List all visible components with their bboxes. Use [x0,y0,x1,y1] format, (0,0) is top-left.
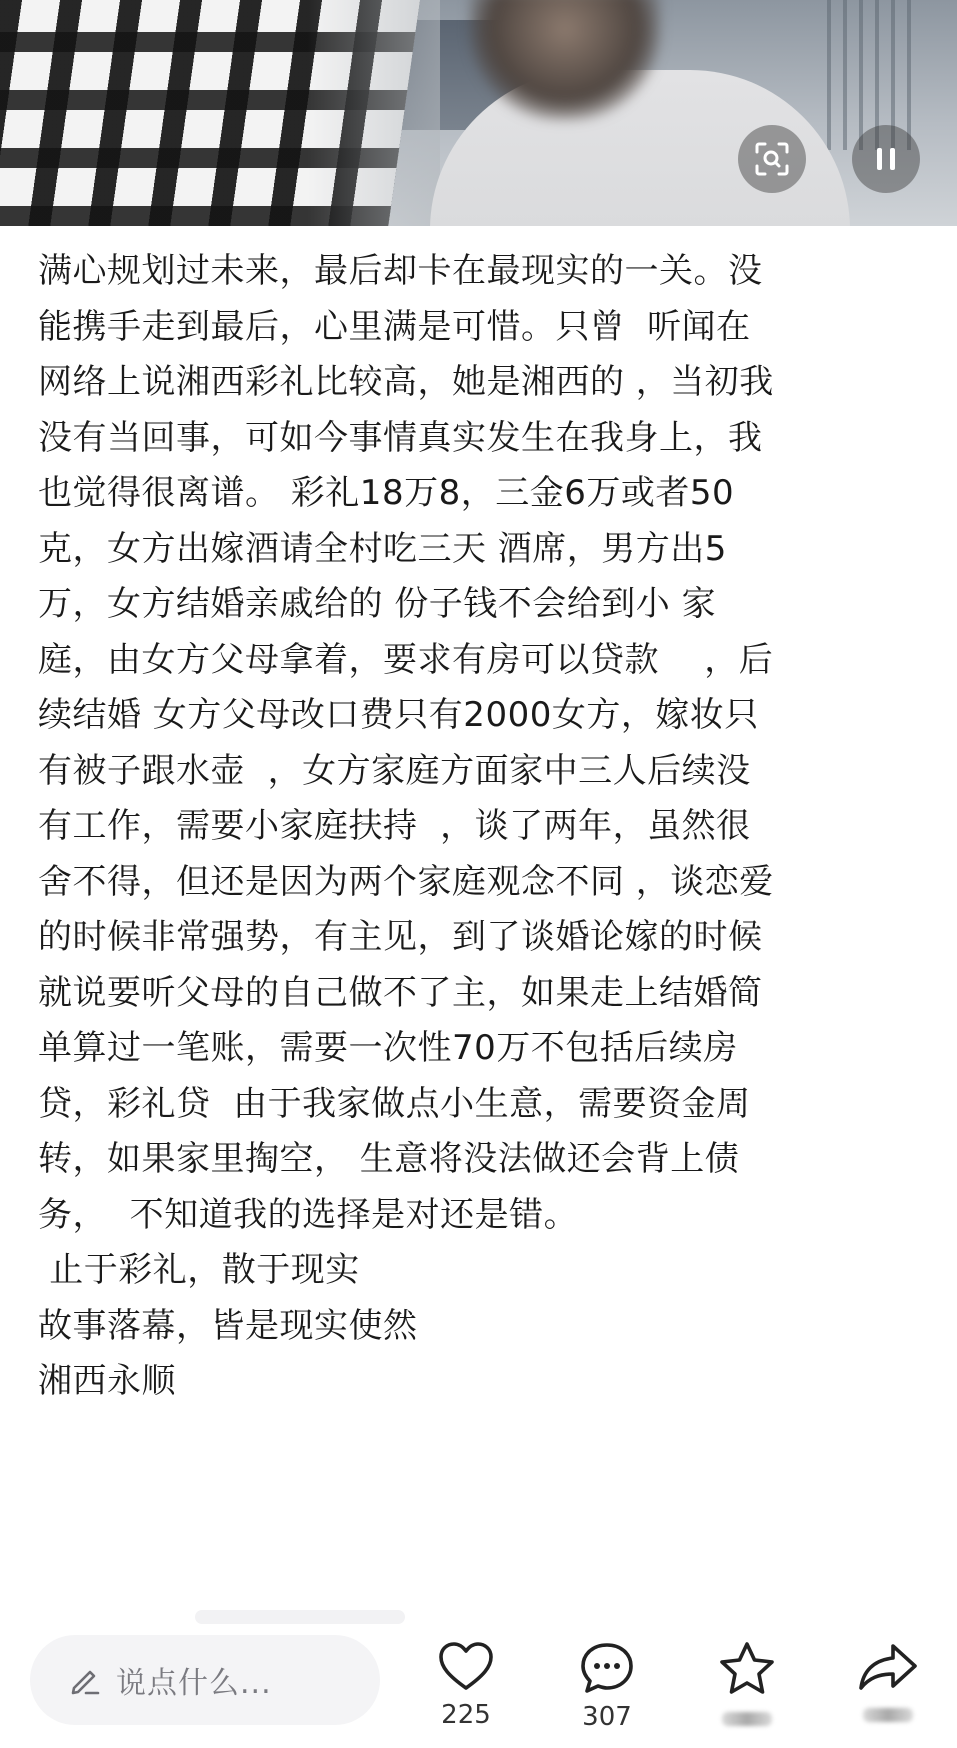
post-line: 满心规划过未来，最后却卡在最现实的一关。没 [38,251,763,291]
post-line: 湘西永顺 [38,1361,176,1401]
share-count-blurred [863,1708,913,1722]
heart-icon [437,1640,495,1694]
post-line: 务， 不知道我的选择是对还是错。 [38,1194,579,1235]
pen-icon [66,1662,102,1698]
favorite-button[interactable] [707,1640,787,1726]
post-line: 转，如果家里掏空， 生意将没法做还会背上债 [38,1139,740,1179]
post-line: 故事落幕，皆是现实使然 [38,1305,418,1346]
post-line: 的时候非常强势，有主见，到了谈婚论嫁的时候 [38,917,763,957]
post-line: 贷，彩礼贷 由于我家做点小生意，需要资金周 [38,1083,751,1124]
post-line: 舍不得，但还是因为两个家庭观念不同 ，谈恋爱 [38,861,774,902]
post-line: 有被子跟水壶 ，女方家庭方面家中三人后续没 [38,750,751,791]
like-count: 225 [441,1700,491,1730]
post-line: 续结婚 女方父母改口费只有2000女方，嫁妆只 [38,695,759,735]
post-line: 没有当回事，可如今事情真实发生在我身上，我 [38,417,763,458]
post-line: 万，女方结婚亲戚给的 份子钱不会给到小 家 [38,584,717,624]
post-line: 也觉得很离谱。 彩礼18万8，三金6万或者50 [38,473,735,513]
post-line: 能携手走到最后，心里满是可惜。只曾 听闻在 [38,306,751,347]
post-body [38,244,918,1410]
video-pause-button[interactable] [852,125,920,193]
faint-divider [195,1610,405,1624]
comment-bubble-icon [578,1640,636,1696]
pause-icon [871,144,901,174]
comment-input[interactable] [30,1635,380,1725]
post-line: 网络上说湘西彩礼比较高，她是湘西的 ，当初我 [38,362,774,402]
comment-button[interactable] [567,1640,647,1732]
post-line: 有工作，需要小家庭扶持 ，谈了两年，虽然很 [38,806,751,846]
post-line: 止于彩礼，散于现实 [38,1250,360,1290]
share-arrow-icon [857,1640,919,1694]
comment-placeholder: 说点什么... [116,1666,272,1701]
post-line: 单算过一笔账，需要一次性70万不包括后续房 [38,1028,738,1068]
share-button[interactable] [848,1640,928,1722]
post-line: 就说要听父母的自己做不了主，如果走上结婚简 [38,972,763,1013]
post-line: 克，女方出嫁酒请全村吃三天 酒席，男方出5 [38,528,727,569]
scan-icon [753,140,791,178]
favorite-count-blurred [722,1712,772,1726]
post-line: 庭，由女方父母拿着，要求有房可以贷款 ，后 [38,639,774,680]
image-scan-button[interactable] [738,125,806,193]
post-photo[interactable] [0,0,957,226]
like-button[interactable] [426,1640,506,1730]
star-icon [717,1640,777,1698]
comment-count: 307 [582,1702,632,1732]
